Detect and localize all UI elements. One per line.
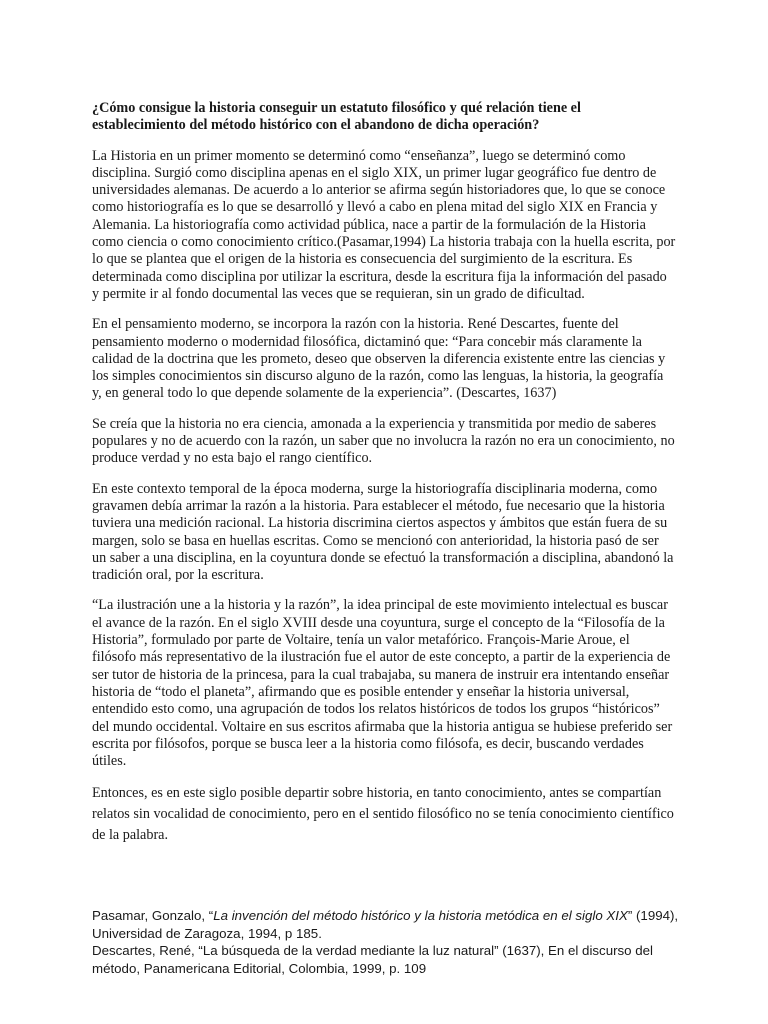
paragraph-6: Entonces, es en este siglo posible departir sobre historia, en tanto conocimiento, antes se compartían relatos sin vocalidad de conocimiento, pero en el sentido filosófico no se tenía conocimiento científico de la palabra.: [92, 785, 674, 844]
reference-details: ” (1994), Universidad de Zaragoza, 1994, p 185.: [92, 908, 679, 941]
references: [92, 907, 692, 977]
paragraph-4: En este contexto temporal de la época moderna, surge la historiografía disciplinaria moderna, como gravamen debía arrimar la razón a la historia. Para establecer el método, fue necesario que la historia tuviera una medición racional. La historia discrimina ciertos aspectos y ámbitos que están fuera de su margen, solo se basa en huellas escritas. Como se mencionó con anterioridad, la historia pasó de ser un saber a una disciplina, en la coyuntura donde se efectuó la transformación a disciplina, abandonó la tradición oral, por la escritura.: [92, 480, 674, 584]
reference-text: Descartes, René, “La búsqueda de la verdad mediante la luz natural” (1637), En el discurso del método, Panamericana Editorial, Colombia, 1999, p. 109: [92, 943, 654, 976]
paragraph-3: Se creía que la historia no era ciencia, amonada a la experiencia y transmitida por medio de saberes populares y no de acuerdo con la razón, un saber que no involucra la razón no era un conocimiento, no produce verdad y no esta bajo el rango científico.: [92, 415, 675, 467]
paragraph-5: “La ilustración une a la historia y la razón”, la idea principal de este movimiento intelectual es buscar el avance de la razón. En el siglo XVIII desde una coyuntura, surge el concepto de la “Filosofía de la Historia”, formulado por parte de Voltaire, tenía un valor metafórico. François-Marie Aroue, el filósofo más representativo de la ilustración fue el autor de este concepto, a partir de la experiencia de ser tutor de historia de la princesa, para la cual trabajaba, su manera de instruir era intentando enseñar historia de “todo el planeta”, afirmando que es posible entender y enseñar la historia universal, entendido esto como, una agrupación de todos los relatos históricos de todos los grupos “históricos” del mundo occidental. Voltaire en sus escritos afirmaba que la historia antigua se hubiese preferido ser escrita por filósofos, porque se busca leer a la historia como filósofa, es decir, buscando verdades útiles.: [92, 597, 673, 770]
essay-question: ¿Cómo consigue la historia conseguir un estatuto filosófico y qué relación tiene el establecimiento del método histórico con el abandono de dicha operación?: [92, 100, 581, 134]
paragraph-1: La Historia en un primer momento se determinó como “enseñanza”, luego se determinó como disciplina. Surgió como disciplina apenas en el siglo XIX, un primer lugar geográfico fue dentro de universidades alemanas. De acuerdo a lo anterior se afirma según historiadores que, lo que se conoce como historiografía es lo que se desarrolló y llevó a cabo en plena mitad del siglo XIX en Francia y Alemania. La historiografía como actividad pública, nace a partir de la formulación de la Historia como ciencia o como conocimiento crítico.(Pasamar,1994) La historia trabaja con la huella escrita, por lo que se plantea que el origen de la historia es consecuencia del surgimiento de la escritura. Es determinada como disciplina por utilizar la escritura, desde la escritura fija la información del pasado y permite ir al fondo documental las veces que se requieran, sin un grado de dificultad.: [92, 147, 676, 302]
reference-pasamar: [92, 907, 692, 942]
paragraph-2: En el pensamiento moderno, se incorpora la razón con la historia. René Descartes, fuente del pensamiento moderno o modernidad filosófica, dictaminó que: “Para concebir más claramente la calidad de la doctrina que les prometo, deseo que observen la diferencia existente entre las ciencias y los simples conocimientos sin discurso alguno de la razón, como las lenguas, la historia, la geografía y, en general todo lo que depende solamente de la experiencia”. (Descartes, 1637): [92, 316, 666, 402]
reference-author: Pasamar, Gonzalo, “: [92, 908, 214, 923]
reference-descartes: [92, 942, 692, 977]
reference-title: La invención del método histórico y la historia metódica en el siglo XIX: [213, 908, 628, 923]
